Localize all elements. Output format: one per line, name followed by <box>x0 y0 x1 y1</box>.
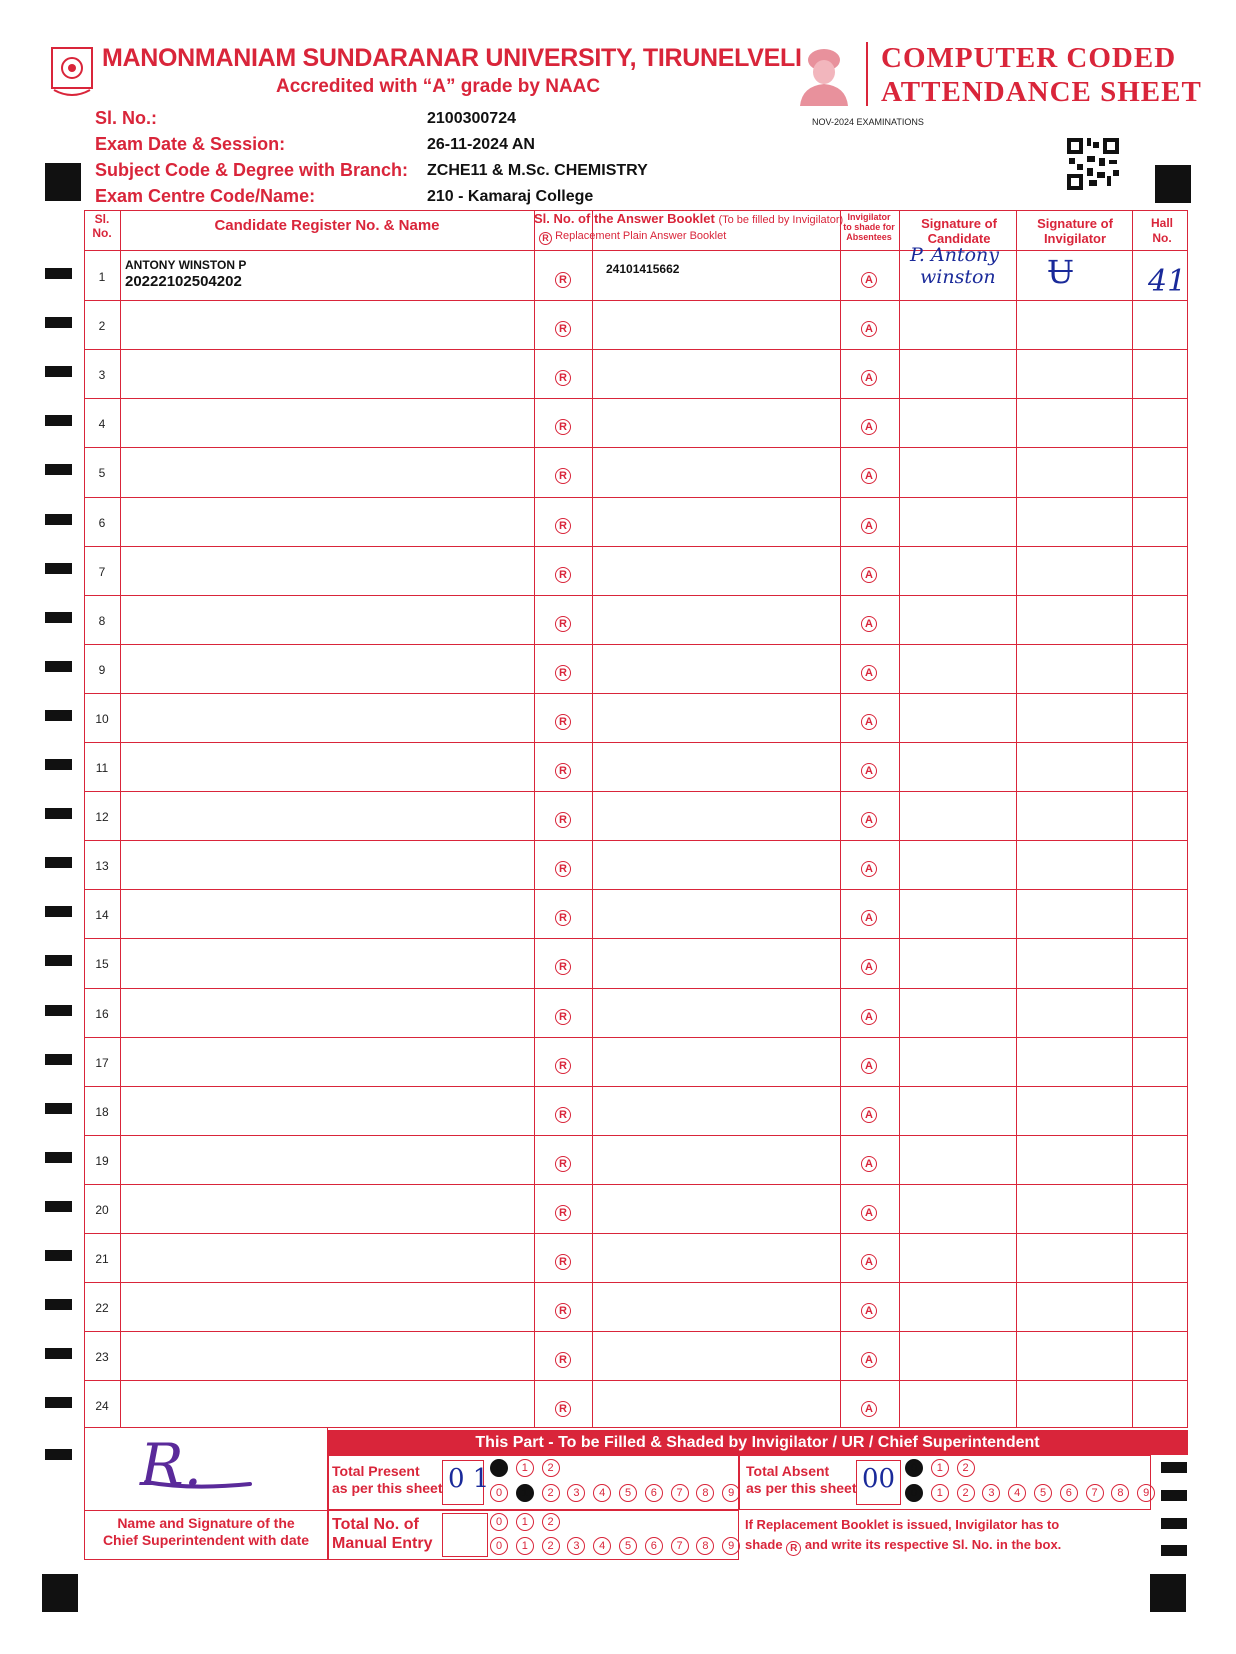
replacement-bubble[interactable]: R <box>555 1254 571 1270</box>
absentee-bubble[interactable]: A <box>861 959 877 975</box>
superintendent-label-line1: Name and Signature of the <box>117 1515 295 1531</box>
table-row-number: 23 <box>95 1350 109 1365</box>
invigilator-signature: Ʉ <box>1047 253 1074 291</box>
digit-bubble[interactable]: 6 <box>645 1537 663 1555</box>
table-row-number: 8 <box>98 613 106 628</box>
digit-bubble[interactable]: 7 <box>671 1537 689 1555</box>
timing-mark <box>1155 165 1191 203</box>
replacement-bubble[interactable]: R <box>555 763 571 779</box>
founder-portrait <box>792 42 856 106</box>
digit-bubble[interactable]: 1 <box>516 1537 534 1555</box>
table-row-number: 9 <box>98 662 106 677</box>
absentee-bubble[interactable]: A <box>861 419 877 435</box>
replacement-bubble[interactable]: R <box>555 272 571 288</box>
digit-bubble[interactable]: 9 <box>1137 1484 1155 1502</box>
digit-bubble[interactable]: 7 <box>1086 1484 1104 1502</box>
digit-bubble[interactable]: 2 <box>957 1459 975 1477</box>
manual-entry-box[interactable] <box>442 1513 488 1557</box>
candidate-signature-line1: P. Antony <box>910 244 1000 266</box>
replacement-note-line1: If Replacement Booklet is issued, Invigilator has to <box>745 1517 1060 1532</box>
digit-bubble[interactable]: 1 <box>931 1459 949 1477</box>
table-row-number: 18 <box>95 1104 109 1119</box>
replacement-bubble[interactable]: R <box>555 370 571 386</box>
candidate-name: ANTONY WINSTON P <box>125 258 247 272</box>
qr-code <box>1067 138 1119 190</box>
attendance-table <box>84 210 1188 1428</box>
r-bubble-legend: R <box>539 232 552 245</box>
sheet-title-line2: ATTENDANCE SHEET <box>881 76 1202 108</box>
digit-bubble[interactable]: 3 <box>982 1484 1000 1502</box>
table-row-number: 17 <box>95 1055 109 1070</box>
col-hall-no: Hall No. <box>1150 216 1173 245</box>
digit-bubble[interactable]: 2 <box>542 1537 560 1555</box>
absentee-bubble[interactable]: A <box>861 1303 877 1319</box>
col-sl-no: Sl. No. <box>92 212 112 240</box>
absentee-bubble[interactable]: A <box>861 1107 877 1123</box>
absentee-bubble[interactable]: A <box>861 1401 877 1417</box>
absentee-bubble[interactable]: A <box>861 812 877 828</box>
col-booklet-note: (To be filled by Invigilator) <box>718 214 844 226</box>
col-absentees-line3: Absentees <box>846 232 892 242</box>
timing-mark <box>1150 1574 1186 1612</box>
bottom-left-baseline <box>84 1559 328 1560</box>
digit-bubble[interactable]: 0 <box>905 1484 923 1502</box>
replacement-note-line2 <box>745 1535 1061 1556</box>
replacement-bubble[interactable]: R <box>555 468 571 484</box>
university-name: MANONMANIAM SUNDARANAR UNIVERSITY, TIRUNELVELI <box>102 44 802 72</box>
col-sig-invigilator: Signature of Invigilator <box>1037 216 1113 246</box>
digit-bubble[interactable]: 1 <box>516 1484 534 1502</box>
digit-bubble[interactable]: 4 <box>1008 1484 1026 1502</box>
digit-bubble[interactable]: 7 <box>671 1484 689 1502</box>
absentee-bubble[interactable]: A <box>861 714 877 730</box>
absentee-bubble[interactable]: A <box>861 910 877 926</box>
digit-bubble[interactable]: 4 <box>593 1537 611 1555</box>
total-absent-label <box>746 1463 857 1497</box>
digit-bubble[interactable]: 6 <box>645 1484 663 1502</box>
table-row-number: 5 <box>98 466 106 481</box>
superintendent-signature-stroke <box>140 1470 260 1500</box>
absentee-bubble[interactable]: A <box>861 665 877 681</box>
replacement-bubble[interactable]: R <box>555 714 571 730</box>
university-logo <box>48 44 96 100</box>
table-row-number: 7 <box>98 564 106 579</box>
replacement-bubble[interactable]: R <box>555 812 571 828</box>
replacement-bubble[interactable]: R <box>555 419 571 435</box>
accreditation: Accredited with “A” grade by NAAC <box>276 76 601 97</box>
sl-no-value: 2100300724 <box>427 110 516 127</box>
replacement-note-shade: shade <box>745 1537 783 1552</box>
table-row-number: 2 <box>98 319 106 334</box>
replacement-bubble[interactable]: R <box>555 1401 571 1417</box>
absentee-bubble[interactable]: A <box>861 272 877 288</box>
sheet-title: COMPUTER CODED <box>881 42 1177 74</box>
booklet-number: 24101415662 <box>606 262 680 276</box>
bottom-left-border <box>84 1428 85 1560</box>
digit-bubble[interactable]: 1 <box>931 1484 949 1502</box>
manual-entry-label <box>332 1515 432 1553</box>
digit-bubble[interactable]: 6 <box>1060 1484 1078 1502</box>
total-absent-label-line1: Total Absent <box>746 1463 830 1479</box>
replacement-bubble[interactable]: R <box>555 910 571 926</box>
digit-bubble[interactable]: 1 <box>516 1513 534 1531</box>
subject-label: Subject Code & Degree with Branch: <box>95 160 409 180</box>
digit-bubble[interactable]: 0 <box>490 1459 508 1477</box>
col-booklet-sub-text: Replacement Plain Answer Booklet <box>555 230 727 242</box>
digit-bubble[interactable]: 1 <box>516 1459 534 1477</box>
absentee-bubble[interactable]: A <box>861 861 877 877</box>
absentee-bubble[interactable]: A <box>861 763 877 779</box>
total-present-label-line1: Total Present <box>332 1463 420 1479</box>
col-sig-candidate: Signature of Candidate <box>921 216 997 246</box>
replacement-bubble[interactable]: R <box>555 665 571 681</box>
total-present-label <box>332 1463 443 1497</box>
digit-bubble[interactable]: 2 <box>542 1459 560 1477</box>
superintendent-label <box>92 1515 320 1549</box>
absentee-bubble[interactable]: A <box>861 567 877 583</box>
table-row-number: 16 <box>95 1006 109 1021</box>
replacement-bubble[interactable]: R <box>555 1107 571 1123</box>
col-absentees-line2: to shade for <box>843 222 895 232</box>
absentee-bubble[interactable]: A <box>861 1058 877 1074</box>
digit-bubble[interactable]: 8 <box>696 1484 714 1502</box>
bottom-banner: This Part - To be Filled & Shaded by Invigilator / UR / Chief Superintendent <box>327 1430 1188 1455</box>
table-row-number: 13 <box>95 859 109 874</box>
absentee-bubble[interactable]: A <box>861 518 877 534</box>
candidate-signature-line2: winston <box>920 266 996 288</box>
col-absentees-line1: Invigilator <box>847 212 891 222</box>
absentee-bubble[interactable]: A <box>861 1254 877 1270</box>
r-bubble-note: R <box>786 1541 801 1556</box>
subject-value: ZCHE11 & M.Sc. CHEMISTRY <box>427 162 648 179</box>
digit-bubble[interactable]: 2 <box>542 1484 560 1502</box>
timing-mark <box>42 1574 78 1612</box>
col-booklet <box>534 211 844 227</box>
digit-bubble[interactable]: 4 <box>593 1484 611 1502</box>
absentee-bubble[interactable]: A <box>861 1205 877 1221</box>
replacement-bubble[interactable]: R <box>555 861 571 877</box>
digit-bubble[interactable]: 2 <box>542 1513 560 1531</box>
digit-bubble[interactable]: 5 <box>1034 1484 1052 1502</box>
table-row-number: 6 <box>98 515 106 530</box>
absentee-bubble[interactable]: A <box>861 468 877 484</box>
replacement-bubble[interactable]: R <box>555 1205 571 1221</box>
table-row-number: 11 <box>95 761 109 775</box>
absentee-bubble[interactable]: A <box>861 1156 877 1172</box>
digit-bubble[interactable]: 8 <box>1111 1484 1129 1502</box>
digit-bubble[interactable]: 3 <box>567 1484 585 1502</box>
table-row-number: 22 <box>95 1301 109 1316</box>
table-row-number: 20 <box>95 1202 109 1217</box>
replacement-bubble[interactable]: R <box>555 1303 571 1319</box>
manual-entry-label-line1: Total No. of <box>332 1516 419 1533</box>
superintendent-label-line2: Chief Superintendent with date <box>102 1532 310 1548</box>
replacement-note <box>745 1515 1061 1556</box>
replacement-note-rest: and write its respective Sl. No. in the box. <box>804 1537 1062 1552</box>
digit-bubble[interactable]: 5 <box>619 1484 637 1502</box>
total-absent-label-line2: as per this sheet <box>746 1480 857 1496</box>
table-row-number: 24 <box>95 1399 109 1414</box>
replacement-bubble[interactable]: R <box>555 518 571 534</box>
absentee-bubble[interactable]: A <box>861 1352 877 1368</box>
replacement-bubble[interactable]: R <box>555 1058 571 1074</box>
centre-value: 210 - Kamaraj College <box>427 188 594 205</box>
replacement-bubble[interactable]: R <box>555 616 571 632</box>
replacement-bubble[interactable]: R <box>555 1352 571 1368</box>
manual-entry-label-line2: Manual Entry <box>332 1535 433 1552</box>
sl-no-label: Sl. No.: <box>95 108 157 128</box>
timing-mark <box>45 163 81 201</box>
table-row-number: 3 <box>98 368 106 383</box>
digit-bubble[interactable]: 0 <box>905 1459 923 1477</box>
digit-bubble[interactable]: 8 <box>696 1537 714 1555</box>
absentee-bubble[interactable]: A <box>861 1009 877 1025</box>
digit-bubble[interactable]: 5 <box>619 1537 637 1555</box>
hall-no-value: 41 <box>1148 264 1187 299</box>
digit-bubble[interactable]: 0 <box>490 1513 508 1531</box>
table-row-number: 21 <box>95 1252 109 1266</box>
replacement-bubble[interactable]: R <box>555 1009 571 1025</box>
absentee-bubble[interactable]: A <box>861 616 877 632</box>
digit-bubble[interactable]: 9 <box>722 1484 740 1502</box>
exam-date-value: 26-11-2024 AN <box>427 136 535 153</box>
replacement-bubble[interactable]: R <box>555 959 571 975</box>
col-booklet-sub <box>539 230 726 245</box>
title-divider <box>866 42 868 106</box>
absentee-bubble[interactable]: A <box>861 321 877 337</box>
col-candidate: Candidate Register No. & Name <box>214 217 440 234</box>
candidate-register-no: 20222102504202 <box>125 273 242 290</box>
table-row-number: 14 <box>95 908 109 923</box>
table-row-number: 1 <box>98 270 106 284</box>
replacement-bubble[interactable]: R <box>555 321 571 337</box>
table-row-number: 4 <box>98 417 106 432</box>
total-present-label-line2: as per this sheet <box>332 1480 443 1496</box>
digit-bubble[interactable]: 3 <box>567 1537 585 1555</box>
digit-bubble[interactable]: 2 <box>957 1484 975 1502</box>
total-present-written: 0 1 <box>448 1464 490 1494</box>
digit-bubble[interactable]: 9 <box>722 1537 740 1555</box>
col-booklet-title: Sl. No. of the Answer Booklet <box>534 211 715 226</box>
centre-label: Exam Centre Code/Name: <box>95 186 316 206</box>
table-row-number: 15 <box>95 957 109 972</box>
superintendent-signature: R. <box>140 1431 203 1499</box>
replacement-bubble[interactable]: R <box>555 567 571 583</box>
bottom-left-divider <box>84 1510 328 1511</box>
digit-bubble[interactable]: 0 <box>490 1484 508 1502</box>
table-row-number: 10 <box>95 711 109 726</box>
table-row-number: 12 <box>95 810 109 825</box>
digit-bubble[interactable]: 0 <box>490 1537 508 1555</box>
replacement-bubble[interactable]: R <box>555 1156 571 1172</box>
exam-date-label: Exam Date & Session: <box>95 134 286 154</box>
exam-session: NOV-2024 EXAMINATIONS <box>812 117 924 127</box>
total-absent-written: 00 <box>862 1464 896 1494</box>
col-absentees <box>840 212 898 242</box>
absentee-bubble[interactable]: A <box>861 370 877 386</box>
table-row-number: 19 <box>95 1153 109 1168</box>
